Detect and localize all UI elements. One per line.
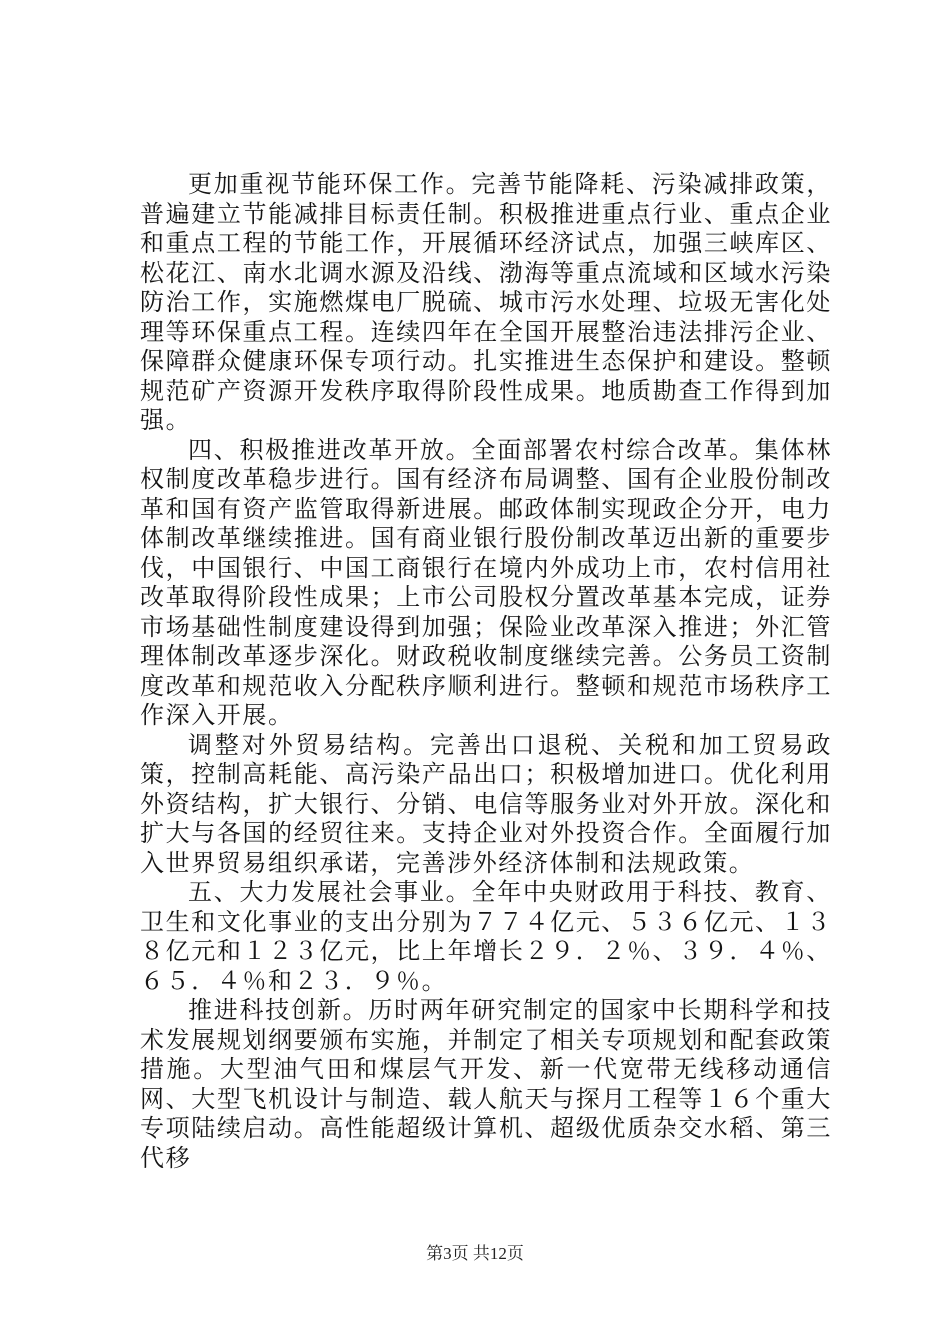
paragraph-social-undertakings: 五、大力发展社会事业。全年中央财政用于科技、教育、卫生和文化事业的支出分别为７７４亿元、５３６亿元、１３８亿元和１２３亿元，比上年增长２９．２％、３９．４％、６５．４％和２３．９％。	[140, 878, 832, 995]
paragraph-tech-innovation: 推进科技创新。历时两年研究制定的国家中长期科学和技术发展规划纲要颁布实施，并制定了相关专项规划和配套政策措施。大型油气田和煤层气开发、新一代宽带无线移动通信网、大型飞机设计与制造、载人航天与探月工程等１６个重大专项陆续启动。高性能超级计算机、超级优质杂交水稻、第三代移	[140, 996, 832, 1172]
page-number-footer: 第3页 共12页	[426, 1244, 524, 1263]
document-body	[140, 170, 832, 1173]
paragraph-reform-opening: 四、积极推进改革开放。全面部署农村综合改革。集体林权制度改革稳步进行。国有经济布局调整、国有企业股份制改革和国有资产监管取得新进展。邮政体制实现政企分开，电力体制改革继续推进。国有商业银行股份制改革迈出新的重要步伐，中国银行、中国工商银行在境内外成功上市，农村信用社改革取得阶段性成果；上市公司股权分置改革基本完成，证券市场基础性制度建设得到加强；保险业改革深入推进；外汇管理体制改革逐步深化。财政税收制度继续完善。公务员工资制度改革和规范收入分配秩序顺利进行。整顿和规范市场秩序工作深入开展。	[140, 435, 832, 729]
paragraph-energy-environment: 更加重视节能环保工作。完善节能降耗、污染减排政策，普遍建立节能减排目标责任制。积极推进重点行业、重点企业和重点工程的节能工作，开展循环经济试点，加强三峡库区、松花江、南水北调水源及沿线、渤海等重点流域和区域水污染防治工作，实施燃煤电厂脱硫、城市污水处理、垃圾无害化处理等环保重点工程。连续四年在全国开展整治违法排污企业、保障群众健康环保专项行动。扎实推进生态保护和建设。整顿规范矿产资源开发秩序取得阶段性成果。地质勘查工作得到加强。	[140, 170, 832, 434]
paragraph-foreign-trade: 调整对外贸易结构。完善出口退税、关税和加工贸易政策，控制高耗能、高污染产品出口；积极增加进口。优化利用外资结构，扩大银行、分销、电信等服务业对外开放。深化和扩大与各国的经贸往来。支持企业对外投资合作。全面履行加入世界贸易组织承诺，完善涉外经济体制和法规政策。	[140, 730, 832, 877]
